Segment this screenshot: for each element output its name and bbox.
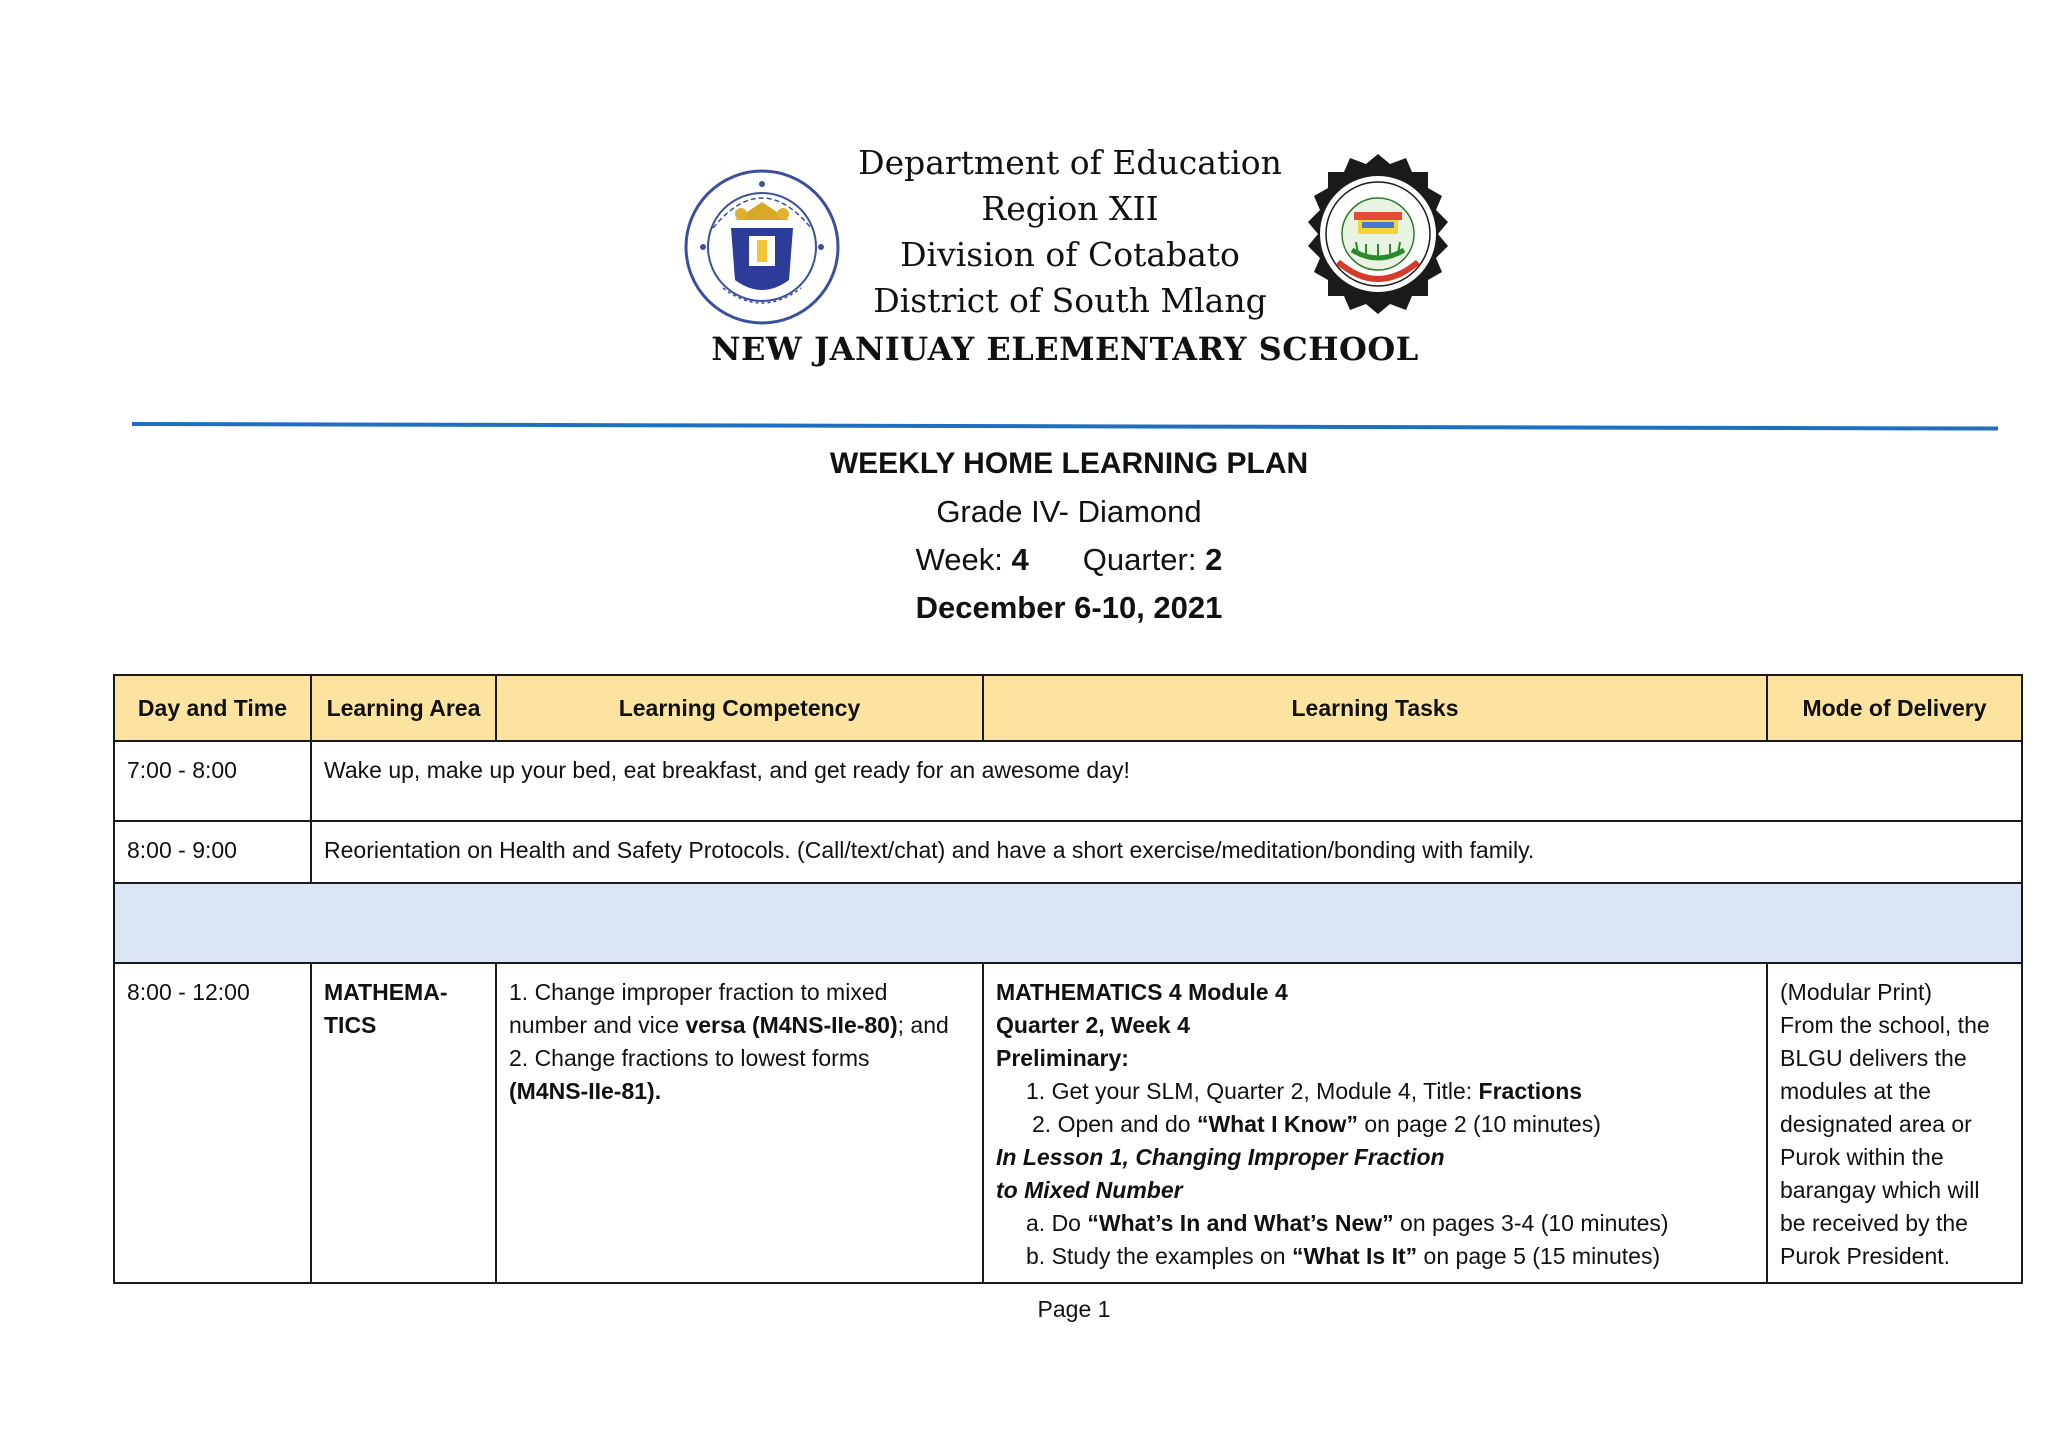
week-label: Week: (915, 542, 1003, 577)
week-value: 4 (1011, 542, 1029, 577)
mode-line: modules at the (1780, 1078, 1931, 1104)
quarter-value: 2 (1205, 542, 1223, 577)
task-emphasis: “What Is It” (1291, 1243, 1418, 1269)
task-text: on page 5 (15 minutes) (1417, 1243, 1661, 1269)
quarter-label: Quarter: (1082, 542, 1197, 577)
row-time: 8:00 - 12:00 (114, 963, 311, 1283)
learning-plan-table (113, 674, 2023, 1284)
school-name: NEW JANIUAY ELEMENTARY SCHOOL (711, 330, 1419, 368)
table-row (114, 741, 2022, 821)
task-text: on pages 3-4 (10 minutes) (1393, 1210, 1669, 1236)
row-activity: Reorientation on Health and Safety Protocols. (Call/text/chat) and have a short exercise/meditation/bonding with family. (311, 821, 2022, 883)
plan-title-block (624, 440, 1514, 632)
mode-line: be received by the (1780, 1210, 1968, 1236)
header-learning-area: Learning Area (311, 675, 496, 741)
band-cell (114, 883, 2022, 963)
task-emphasis: “What I Know” (1196, 1111, 1358, 1137)
header-learning-tasks: Learning Tasks (983, 675, 1767, 741)
competency-code: (M4NS-IIe-81). (509, 1078, 662, 1104)
table-row (114, 821, 2022, 883)
competency-text: number and vice (509, 1012, 686, 1038)
task-preliminary: Preliminary: (996, 1045, 1129, 1071)
row-activity: Wake up, make up your bed, eat breakfast, and get ready for an awesome day! (311, 741, 2022, 821)
plan-date: December 6-10, 2021 (915, 590, 1223, 625)
task-text: 1. Get your SLM, Quarter 2, Module 4, Title: (1026, 1078, 1479, 1104)
mode-line: (Modular Print) (1780, 979, 1933, 1005)
task-text: b. Study the examples on (1026, 1243, 1292, 1269)
district-name: District of South Mlang (873, 281, 1267, 320)
mode-line: From the school, the (1780, 1012, 1990, 1038)
week-quarter-line (624, 536, 1514, 584)
mode-line: Purok within the (1780, 1144, 1944, 1170)
lesson-title: to Mixed Number (996, 1177, 1183, 1203)
header-learning-competency: Learning Competency (496, 675, 983, 741)
mode-of-delivery-cell (1767, 963, 2022, 1283)
plan-title: WEEKLY HOME LEARNING PLAN (829, 447, 1309, 480)
header-divider (132, 422, 1998, 431)
region-name: Region XII (981, 189, 1159, 228)
mode-line: barangay which will (1780, 1177, 1980, 1203)
task-text: on page 2 (10 minutes) (1357, 1111, 1601, 1137)
mode-line: Purok President. (1780, 1243, 1951, 1269)
competency-text: ; and (897, 1012, 949, 1038)
task-step (996, 1075, 1754, 1108)
task-emphasis: “What’s In and What’s New” (1087, 1210, 1394, 1236)
area-line: TICS (324, 1012, 377, 1038)
task-step (996, 1207, 1754, 1240)
learning-area-cell (311, 963, 496, 1283)
competency-code: versa (M4NS-IIe-80) (685, 1012, 898, 1038)
task-text: a. Do (1026, 1210, 1088, 1236)
page-number: Page 1 (1037, 1296, 1111, 1322)
learning-tasks-cell (983, 963, 1767, 1283)
department-name: Department of Education (858, 143, 1282, 182)
task-emphasis: Fractions (1478, 1078, 1583, 1104)
division-name: Division of Cotabato (900, 235, 1240, 274)
task-module-title: MATHEMATICS 4 Module 4 (996, 979, 1288, 1005)
lesson-title: In Lesson 1, Changing Improper Fraction (996, 1144, 1445, 1170)
competency-line: 2. Change fractions to lowest forms (509, 1045, 870, 1071)
learning-competency-cell (496, 963, 983, 1283)
school-seal-icon (1294, 150, 1462, 318)
row-time: 7:00 - 8:00 (114, 741, 311, 821)
grade-section: Grade IV- Diamond (936, 494, 1202, 529)
task-quarter-week: Quarter 2, Week 4 (996, 1012, 1190, 1038)
area-line: MATHEMA- (324, 979, 448, 1005)
competency-line (509, 1009, 970, 1042)
mode-line: designated area or (1780, 1111, 1972, 1137)
header-day-time: Day and Time (114, 675, 311, 741)
table-header-row (114, 675, 2022, 741)
table-band-row (114, 883, 2022, 963)
task-step (996, 1108, 1754, 1141)
task-text: 2. Open and do (1032, 1111, 1197, 1137)
competency-line: 1. Change improper fraction to mixed (509, 979, 888, 1005)
task-step (996, 1240, 1754, 1273)
mode-line: BLGU delivers the (1780, 1045, 1967, 1071)
table-row (114, 963, 2022, 1283)
header-mode-of-delivery: Mode of Delivery (1767, 675, 2022, 741)
row-time: 8:00 - 9:00 (114, 821, 311, 883)
